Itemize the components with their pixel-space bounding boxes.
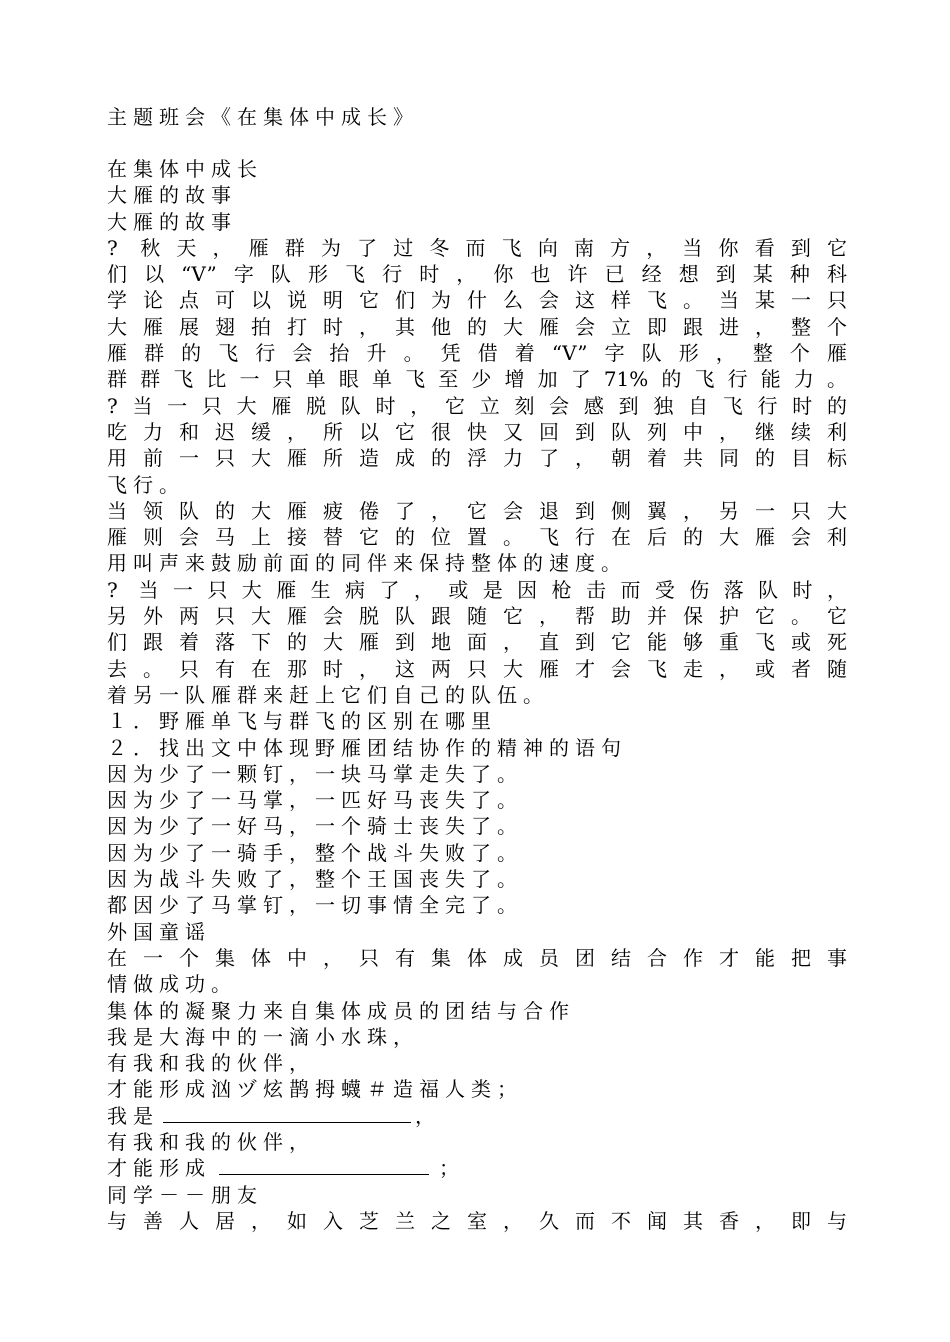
question-line: １．野雁单飞与群飞的区别在哪里	[107, 709, 497, 734]
heading-line: 大雁的故事	[107, 209, 237, 234]
text-line: ? 当一只大雁生病了，或是因枪击而受伤落队时，	[107, 577, 847, 602]
poem-line: 有我和我的伙伴，	[107, 1129, 315, 1154]
text-line: 另外两只大雁会脱队跟随它，帮助并保护它。它	[107, 604, 847, 629]
fill-in-blank[interactable]	[219, 1156, 429, 1175]
fill-in-prefix: 才能形成	[107, 1156, 211, 1181]
text-line: 吃力和迟缓，所以它很快又回到队列中，继续利	[107, 419, 847, 444]
poem-line: 我是大海中的一滴小水珠，	[107, 1024, 419, 1049]
text-line: 雁则会马上接替它的位置。飞行在后的大雁会利	[107, 525, 847, 550]
text-line: 着另一队雁群来赶上它们自己的队伍。	[107, 682, 549, 707]
fill-in-line	[107, 1103, 847, 1129]
heading-line: 在集体中成长	[107, 157, 263, 181]
text-line: ?当一只大雁脱队时，它立刻会感到独自飞行时的	[107, 393, 847, 418]
document-body	[107, 156, 847, 1234]
rhyme-line: 因为战斗失败了，整个王国丧失了。	[107, 867, 523, 892]
text-line: 雁群的飞行会抬升。凭借着“V”字队形，整个雁	[107, 341, 847, 366]
rhyme-line: 因为少了一好马，一个骑士丧失了。	[107, 814, 523, 839]
text-line: 与善人居，如入芝兰之室，久而不闻其香，即与	[107, 1208, 847, 1233]
poem-line: 有我和我的伙伴，	[107, 1051, 315, 1076]
heading-line: 大雁的故事	[107, 183, 237, 208]
document-title: 主题班会《在集体中成长》	[107, 105, 419, 129]
text-line: 在一个集体中，只有集体成员团结合作才能把事	[107, 945, 847, 970]
text-line: ? 秋天，雁群为了过冬而飞向南方，当你看到它	[107, 235, 847, 260]
text-line: 情做成功。	[107, 972, 237, 997]
text-line: 学论点可以说明它们为什么会这样飞。当某一只	[107, 288, 847, 313]
rhyme-line: 因为少了一骑手，整个战斗失败了。	[107, 840, 523, 865]
heading-line: 同学－－朋友	[107, 1182, 263, 1207]
text-line: 集体的凝聚力来自集体成员的团结与合作	[107, 998, 575, 1023]
text-line: 用前一只大雁所造成的浮力了，朝着共同的目标	[107, 446, 847, 471]
rhyme-line: 因为少了一颗钉，一块马掌走失了。	[107, 761, 523, 786]
text-line: 群群飞比一只单眼单飞至少增加了71%的飞行能力。	[107, 367, 847, 392]
poem-line: 才能形成汹ヅ炫鹊拇蠛＃造福人类；	[107, 1077, 523, 1102]
fill-in-blank[interactable]	[163, 1104, 411, 1123]
text-line: 们以“V”字队形飞行时，你也许已经想到某种科	[107, 262, 847, 287]
fill-in-prefix: 我是	[107, 1103, 159, 1128]
rhyme-source: 外国童谣	[107, 919, 211, 944]
fill-in-suffix: ；	[439, 1156, 465, 1181]
text-line: 飞行。	[107, 472, 185, 497]
rhyme-line: 因为少了一马掌，一匹好马丧失了。	[107, 788, 523, 813]
text-line: 大雁展翅拍打时，其他的大雁会立即跟进，整个	[107, 314, 847, 339]
fill-in-line	[107, 1155, 847, 1181]
question-line: ２．找出文中体现野雁团结协作的精神的语句	[107, 735, 627, 760]
text-line: 们跟着落下的大雁到地面，直到它能够重飞或死	[107, 630, 847, 655]
fill-in-suffix: ，	[415, 1103, 441, 1128]
text-line: 当领队的大雁疲倦了，它会退到侧翼，另一只大	[107, 498, 847, 523]
text-line: 去。只有在那时，这两只大雁才会飞走，或者随	[107, 656, 847, 681]
rhyme-line: 都因少了马掌钉，一切事情全完了。	[107, 893, 523, 918]
text-line: 用叫声来鼓励前面的同伴来保持整体的速度。	[107, 551, 627, 576]
